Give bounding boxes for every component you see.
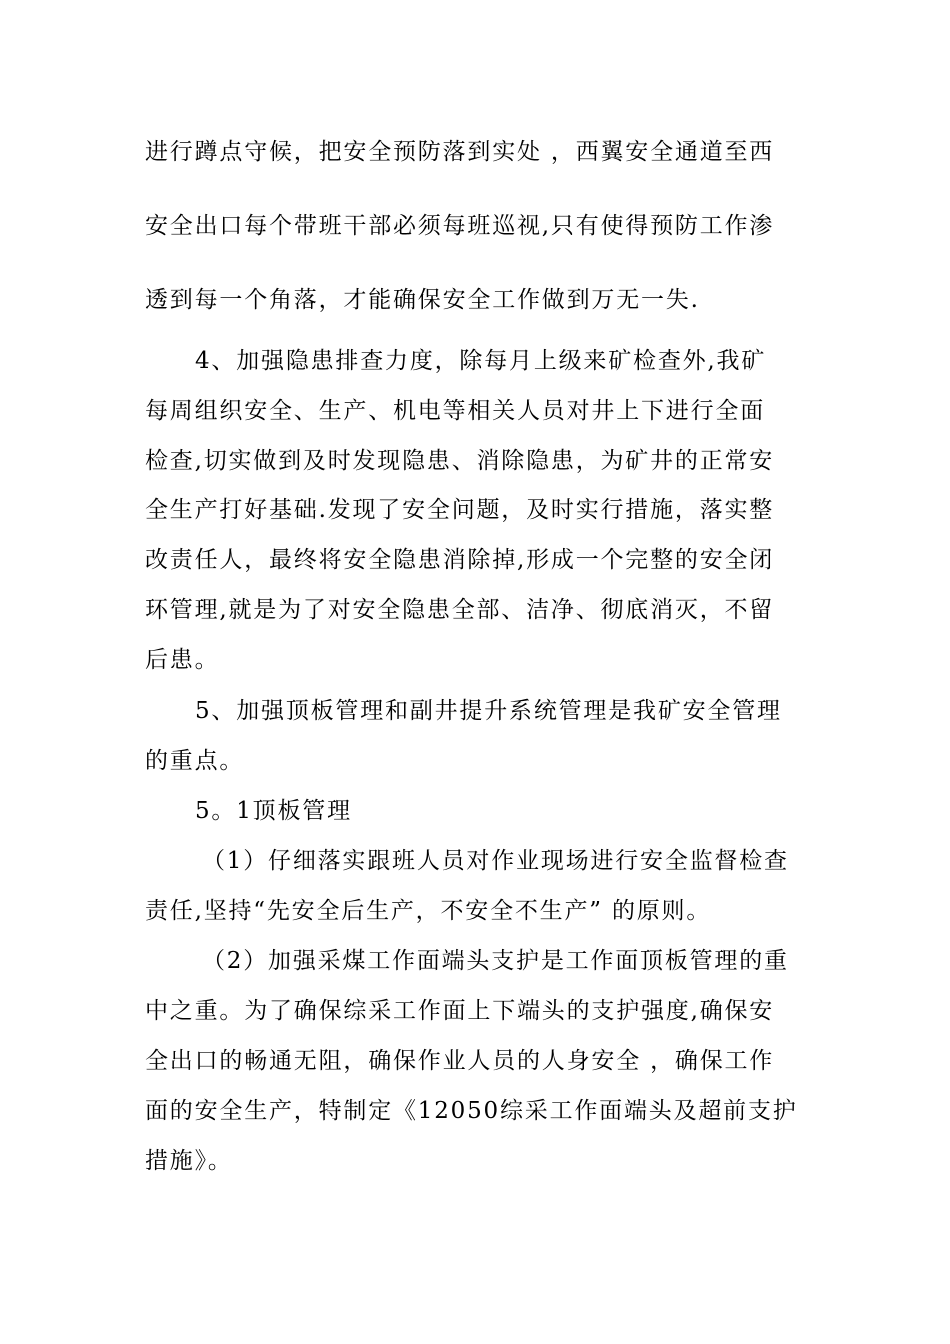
text-line: 责任,坚持“先安全后生产，不安全不生产” 的原则。 (145, 898, 712, 924)
section-heading: 5。1顶板管理 (195, 798, 352, 824)
item-1-start: （1）仔细落实跟班人员对作业现场进行安全监督检查 (202, 848, 789, 874)
text-line: 面的安全生产，特制定《12050综采工作面端头及超前支护 (145, 1098, 798, 1124)
text-line: 全生产打好基础.发现了安全问题，及时实行措施，落实整 (145, 497, 775, 523)
text-line: 环管理,就是为了对安全隐患全部、洁净、彻底消灭，不留 (145, 597, 775, 623)
text-line: 透到每一个角落，才能确保安全工作做到万无一失. (145, 287, 700, 313)
text-line: 检查,切实做到及时发现隐患、消除隐患，为矿井的正常安 (145, 448, 775, 474)
paragraph-4-start: 4、加强隐患排查力度，除每月上级来矿检查外,我矿 (195, 348, 767, 374)
text-line: 后患。 (145, 647, 220, 673)
text-line: 全出口的畅通无阻，确保作业人员的人身安全 ，确保工作 (145, 1048, 775, 1074)
text-line: 措施》。 (145, 1148, 233, 1174)
item-2-start: （2）加强采煤工作面端头支护是工作面顶板管理的重 (202, 948, 789, 974)
text-line: 进行蹲点守候，把安全预防落到实处 ，西翼安全通道至西 (145, 139, 775, 165)
paragraph-5-start: 5、加强顶板管理和副井提升系统管理是我矿安全管理 (195, 698, 782, 724)
text-line: 中之重。为了确保综采工作面上下端头的支护强度,确保安 (145, 998, 775, 1024)
text-line: 安全出口每个带班干部必须每班巡视,只有使得预防工作渗 (145, 213, 775, 239)
text-line: 改责任人，最终将安全隐患消除掉,形成一个完整的安全闭 (145, 547, 775, 573)
text-line: 的重点。 (145, 748, 245, 774)
text-line: 每周组织安全、生产、机电等相关人员对井上下进行全面 (145, 398, 765, 424)
